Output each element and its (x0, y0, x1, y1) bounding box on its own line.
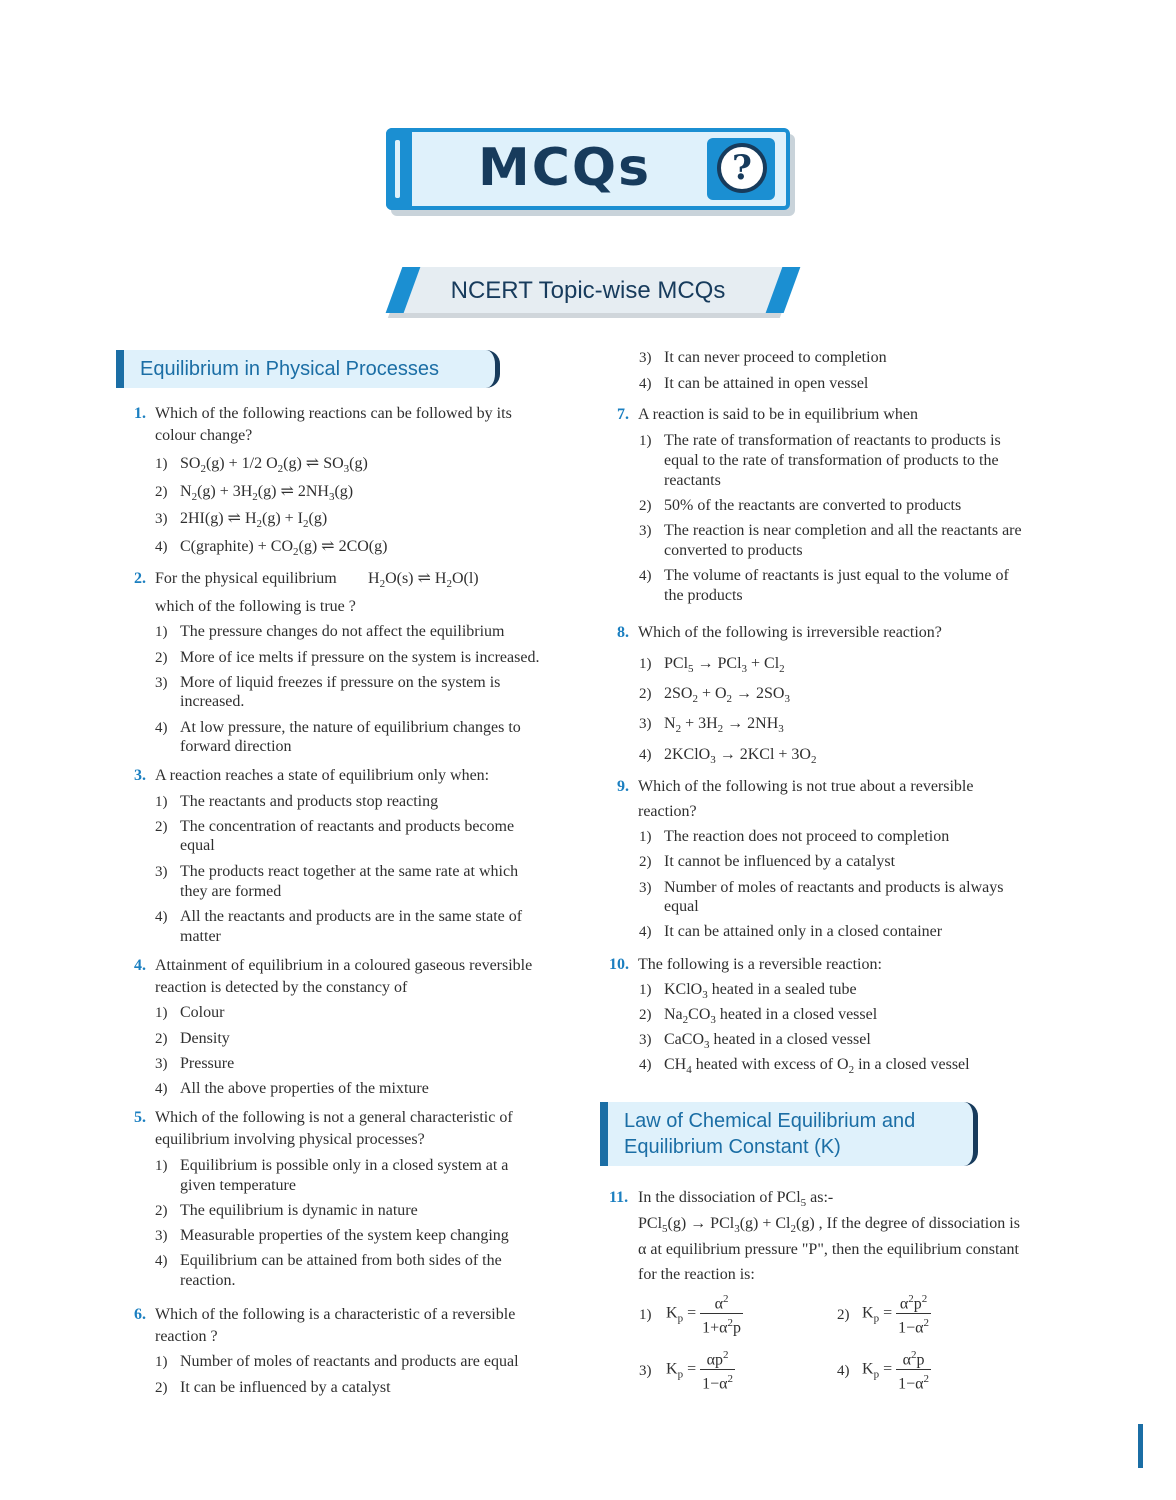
q7-option4a: The volume of reactants is just equal to the volume of (664, 567, 1009, 584)
q5-option2: The equilibrium is dynamic in nature (180, 1202, 418, 1219)
q3-option4-label: 4) (155, 909, 168, 925)
q9-option1: The reaction does not proceed to completion (664, 828, 950, 845)
q10-option1: KClO$_3$ heated in a sealed tube (664, 981, 857, 1002)
q5-option1b: given temperature (180, 1177, 296, 1194)
q4-number: 4. (134, 957, 146, 974)
q10-option3-label: 3) (639, 1032, 652, 1048)
q7-option1-label: 1) (639, 433, 652, 449)
q6-option3: It can never proceed to completion (664, 349, 887, 366)
q4-option2: Density (180, 1030, 230, 1047)
q11-option2: $K_p$ = $\frac{\alpha^2p^2}{1-\alpha^2}$ (862, 1290, 931, 1338)
q11-line2: $PCl_5(g) \to PCl_3(g) + Cl_2(g)$ , If the degree of dissociation is (638, 1215, 1020, 1236)
q6-line1: Which of the following is a characteristic of a reversible (155, 1306, 516, 1323)
q9-option3-label: 3) (639, 880, 652, 896)
q1-option3-label: 3) (155, 511, 168, 527)
q3-option3-label: 3) (155, 864, 168, 880)
q4-option1-label: 1) (155, 1005, 168, 1021)
q7-option4b: the products (664, 587, 743, 604)
q11-option1: $K_p$ = $\frac{\alpha^2}{1+\alpha^2p}$ (666, 1290, 743, 1338)
question-mark-badge (707, 138, 775, 200)
q6-option2-label: 2) (155, 1380, 168, 1396)
q7-option2: 50% of the reactants are converted to products (664, 497, 962, 514)
q10-option2: $Na_2CO_3$ heated in a closed vessel (664, 1006, 878, 1027)
q1-line2: colour change? (155, 427, 253, 444)
q1-number: 1. (134, 405, 146, 422)
q9-number: 9. (617, 778, 629, 795)
q3-option1-label: 1) (155, 794, 168, 810)
q8-line1: Which of the following is irreversible reaction? (638, 624, 942, 641)
q3-option3a: The products react together at the same rate at which (180, 863, 519, 880)
q7-option3-label: 3) (639, 523, 652, 539)
banner-title: MCQs (478, 138, 652, 198)
q3-option3b: they are formed (180, 883, 282, 900)
q4-option1: Colour (180, 1004, 225, 1021)
q7-line1: A reaction is said to be in equilibrium when (638, 406, 918, 423)
q6-option3-label: 3) (639, 350, 652, 366)
q4-option4: All the above properties of the mixture (180, 1080, 429, 1097)
q8-option2-label: 2) (639, 686, 652, 702)
q2-line1: For the physical equilibrium (155, 570, 337, 587)
q2-option3-label: 3) (155, 675, 168, 691)
banner-left-bar (386, 128, 412, 210)
q5-line1: Which of the following is not a general characteristic of (155, 1109, 513, 1126)
q11-option2-label: 2) (837, 1307, 850, 1323)
q2-option4a: At low pressure, the nature of equilibrium changes to (180, 719, 521, 736)
ribbon-title: NCERT Topic-wise MCQs (450, 277, 726, 304)
q5-option2-label: 2) (155, 1203, 168, 1219)
q2-number: 2. (134, 570, 146, 587)
q10-number: 10. (609, 956, 629, 973)
q10-line1: The following is a reversible reaction: (638, 956, 882, 973)
q9-option4: It can be attained only in a closed container (664, 923, 943, 940)
q9-option2-label: 2) (639, 854, 652, 870)
q2-option2: More of ice melts if pressure on the system is increased. (180, 649, 540, 666)
q5-number: 5. (134, 1109, 146, 1126)
q2-option1-label: 1) (155, 624, 168, 640)
q5-option4a: Equilibrium can be attained from both sides of the (180, 1252, 502, 1269)
q5-option3: Measurable properties of the system keep changing (180, 1227, 509, 1244)
q2-option3a: More of liquid freezes if pressure on the system is (180, 674, 501, 691)
q9-option3a: Number of moles of reactants and products is always (664, 879, 1004, 896)
q9-line2: reaction? (638, 803, 697, 820)
q3-line1: A reaction reaches a state of equilibrium only when: (155, 767, 490, 784)
q6-number: 6. (134, 1306, 146, 1323)
q6-option1: Number of moles of reactants and products are equal (180, 1353, 519, 1370)
q1-option4: C(graphite) + $CO_2(g)$ ⇌ 2CO(g) (180, 538, 388, 559)
q10-option4: $CH_4$ heated with excess of $O_2$ in a closed vessel (664, 1056, 970, 1077)
q8-option1: $PCl_5 \to PCl_3 + Cl_2$ (664, 655, 785, 676)
q9-option1-label: 1) (639, 829, 652, 845)
q7-option3a: The reaction is near completion and all the reactants are (664, 522, 1022, 539)
q9-option3b: equal (664, 898, 699, 915)
page-edge-bar (1138, 1424, 1143, 1468)
q10-option2-label: 2) (639, 1007, 652, 1023)
q4-option4-label: 4) (155, 1081, 168, 1097)
q1-option4-label: 4) (155, 539, 168, 555)
q3-option2a: The concentration of reactants and products become (180, 818, 515, 835)
q8-option3-label: 3) (639, 716, 652, 732)
q4-option3: Pressure (180, 1055, 235, 1072)
q7-option1b: equal to the rate of transformation of products to the (664, 452, 999, 469)
q4-line1: Attainment of equilibrium in a coloured gaseous reversible (155, 957, 533, 974)
q2-option1: The pressure changes do not affect the equilibrium (180, 623, 505, 640)
q9-option2: It cannot be influenced by a catalyst (664, 853, 896, 870)
q9-option4-label: 4) (639, 924, 652, 940)
q11-option4: $K_p$ = $\frac{\alpha^2p}{1-\alpha^2}$ (862, 1346, 931, 1394)
q6-option4: It can be attained in open vessel (664, 375, 869, 392)
section-heading-law-line2: Equilibrium Constant (K) (624, 1136, 841, 1158)
q4-line2: reaction is detected by the constancy of (155, 979, 408, 996)
q10-option1-label: 1) (639, 982, 652, 998)
q8-option2: $2SO_2 + O_2 \to 2SO_3$ (664, 685, 790, 706)
q5-option1-label: 1) (155, 1158, 168, 1174)
q6-line2: reaction ? (155, 1328, 218, 1345)
question-mark-icon: ? (717, 143, 767, 193)
q11-option3-label: 3) (639, 1363, 652, 1379)
q1-option2-label: 2) (155, 484, 168, 500)
q7-option3b: converted to products (664, 542, 803, 559)
q3-number: 3. (134, 767, 146, 784)
q11-line2-tail: , If the degree of dissociation is (818, 1215, 1020, 1232)
q7-option4-label: 4) (639, 568, 652, 584)
q6-option2: It can be influenced by a catalyst (180, 1379, 391, 1396)
q3-option2-label: 2) (155, 819, 168, 835)
q8-option1-label: 1) (639, 656, 652, 672)
q1-option3: 2HI(g) ⇌ $H_2(g) + I_2(g)$ (180, 510, 328, 531)
q11-number: 11. (609, 1189, 629, 1206)
q2-option3b: increased. (180, 693, 245, 710)
q10-option3: CaCO$_3$ heated in a closed vessel (664, 1031, 871, 1052)
q11-line4: for the reaction is: (638, 1266, 755, 1283)
q5-option3-label: 3) (155, 1228, 168, 1244)
q1-option2: $N_2(g) + 3H_2(g)$ ⇌ $2NH_3(g)$ (180, 483, 354, 504)
q3-option1: The reactants and products stop reacting (180, 793, 439, 810)
q11-line1-tail: as:- (810, 1189, 834, 1206)
q8-option3: $N_2 + 3H_2 \to 2NH_3$ (664, 715, 784, 736)
q1-option1: $SO_2(g) + 1/2$ $O_2(g)$ ⇌ $SO_3(g)$ (180, 455, 368, 476)
q5-option1a: Equilibrium is possible only in a closed system at a (180, 1157, 509, 1174)
section-heading-law-line1: Law of Chemical Equilibrium and (624, 1110, 916, 1132)
q2-line2: which of the following is true ? (155, 598, 356, 615)
q4-option3-label: 3) (155, 1056, 168, 1072)
q7-option1a: The rate of transformation of reactants to products is (664, 432, 1001, 449)
section-heading-law (600, 1102, 978, 1166)
q6-option4-label: 4) (639, 376, 652, 392)
q1-line1: Which of the following reactions can be followed by its (155, 405, 512, 422)
q2-option4-label: 4) (155, 720, 168, 736)
q11-line1-text: In the dissociation of PCl (638, 1189, 801, 1206)
q3-option2b: equal (180, 837, 215, 854)
q2-option4b: forward direction (180, 738, 292, 755)
q1-option1-label: 1) (155, 456, 168, 472)
q4-option2-label: 2) (155, 1031, 168, 1047)
q5-line2: equilibrium involving physical processes? (155, 1131, 425, 1148)
q5-option4-label: 4) (155, 1253, 168, 1269)
q8-option4-label: 4) (639, 747, 652, 763)
q8-number: 8. (617, 624, 629, 641)
q11-option1-label: 1) (639, 1307, 652, 1323)
q7-option2-label: 2) (639, 498, 652, 514)
q11-line1: In the dissociation of PCl$_5$ as:- (638, 1189, 834, 1210)
q7-number: 7. (617, 406, 629, 423)
q11-line3: α at equilibrium pressure "P", then the equilibrium constant (638, 1241, 1019, 1258)
q3-option4a: All the reactants and products are in the same state of (180, 908, 523, 925)
q11-option4-label: 4) (837, 1363, 850, 1379)
q6-option1-label: 1) (155, 1354, 168, 1370)
q5-option4b: reaction. (180, 1272, 236, 1289)
q9-line1: Which of the following is not true about a reversible (638, 778, 974, 795)
q8-option4: 2KClO$_3$ → $2KCl + 3O_2$ (664, 746, 817, 767)
q7-option1c: reactants (664, 472, 721, 489)
q11-option3: $K_p$ = $\frac{\alpha p^2}{1-\alpha^2}$ (666, 1346, 735, 1394)
q2-equation: $H_2O(s)$ ⇌ $H_2O(l)$ (368, 570, 479, 591)
section-heading-physical: Equilibrium in Physical Processes (116, 350, 500, 388)
q2-option2-label: 2) (155, 650, 168, 666)
q3-option4b: matter (180, 928, 221, 945)
q10-option4-label: 4) (639, 1057, 652, 1073)
